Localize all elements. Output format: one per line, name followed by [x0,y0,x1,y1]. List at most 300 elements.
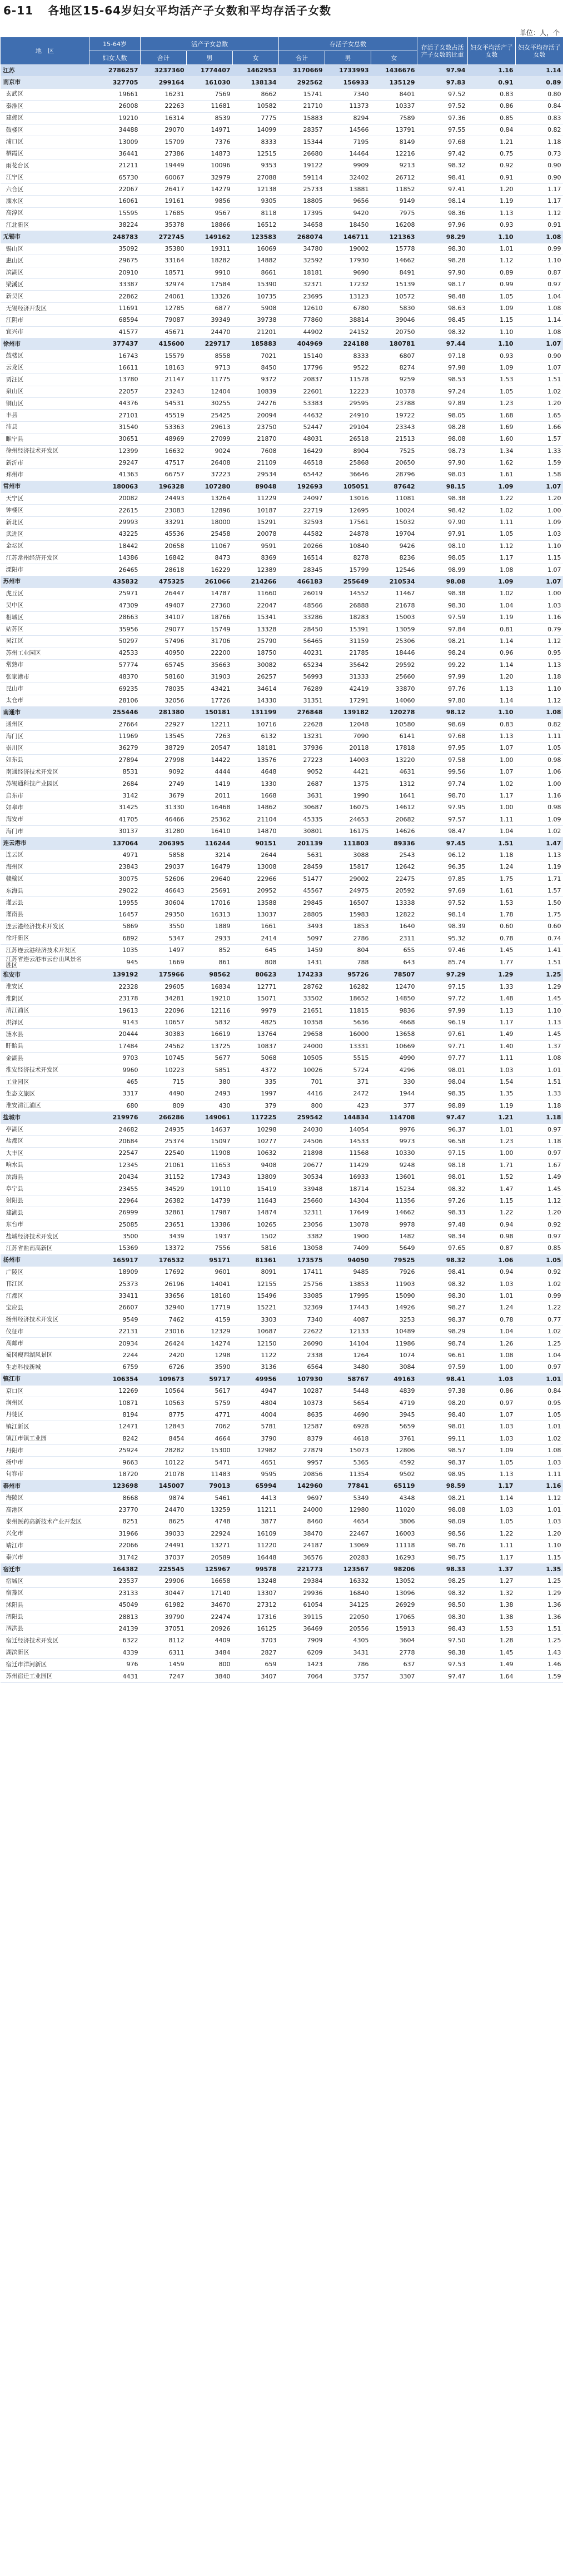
table-cell: 1.20 [516,1528,563,1539]
table-cell: 5724 [325,1064,371,1076]
table-cell: 1.09 [468,302,516,314]
region-name: 宿城区 [1,1576,89,1587]
table-cell: 98.45 [417,315,468,326]
table-cell: 23133 [89,1587,141,1599]
table-cell: 11211 [233,1504,279,1516]
region-name: 江宁区 [1,172,89,183]
table-cell: 1.08 [516,1444,563,1456]
table-cell: 15741 [279,88,325,100]
table-cell: 39115 [279,1611,325,1623]
table-cell: 149061 [187,1112,233,1123]
table-cell: 13069 [325,1540,371,1552]
table-cell: 9522 [325,362,371,373]
table-row [1,101,563,112]
table-cell: 40231 [279,647,325,659]
table-cell: 97.68 [417,730,468,742]
table-cell: 24097 [279,493,325,505]
table-cell: 9248 [371,1159,417,1171]
table-cell: 475325 [141,576,187,587]
table-cell: 4339 [89,1647,141,1658]
table-cell: 1.68 [468,410,516,421]
table-cell: 192693 [279,481,325,492]
table-number: 6-11 [3,4,34,17]
table-cell: 1774407 [187,65,233,77]
table-cell: 97.68 [417,136,468,148]
table-cell: 21513 [371,434,417,445]
table-cell: 255446 [89,707,141,719]
table-row [1,1492,563,1504]
table-cell: 3084 [371,1362,417,1373]
table-row [1,1112,563,1123]
table-cell: 24910 [325,410,371,421]
table-cell: 29658 [279,1029,325,1040]
table-cell: 5471 [187,1457,233,1468]
table-cell: 6322 [89,1635,141,1647]
table-cell: 26888 [325,600,371,611]
table-cell: 1733993 [325,65,371,77]
region-name: 泗阳县 [1,1611,89,1623]
table-cell: 13331 [325,1040,371,1052]
table-cell: 20434 [89,1171,141,1183]
table-cell: 21870 [233,434,279,445]
table-cell: 0.99 [516,1290,563,1302]
table-cell: 68594 [89,315,141,326]
table-cell: 1.17 [468,1481,516,1492]
table-cell: 1.02 [516,1433,563,1444]
table-cell: 800 [187,1658,233,1670]
table-cell: 26447 [141,588,187,600]
table-cell: 4087 [325,1314,371,1326]
table-cell: 22057 [89,386,141,397]
table-row [1,1647,563,1658]
table-cell: 1.41 [516,944,563,956]
region-name: 滨海县 [1,1171,89,1183]
table-cell: 12785 [141,302,187,314]
table-cell: 16658 [187,1576,233,1587]
table-cell: 8379 [279,1433,325,1444]
table-cell: 15032 [371,516,417,528]
region-name: 锡山区 [1,243,89,255]
table-cell: 261066 [187,576,233,587]
table-cell: 32940 [141,1302,187,1314]
table-cell: 255649 [325,576,371,587]
table-cell: 1.52 [468,1171,516,1183]
table-cell: 23651 [141,1219,187,1230]
header-live-male: 男 [187,51,233,65]
table-cell: 34281 [141,993,187,1005]
table-cell: 13271 [187,1540,233,1552]
region-name: 常州市 [1,481,89,492]
region-name: 金湖县 [1,1053,89,1064]
table-cell: 9713 [187,362,233,373]
table-cell: 47517 [141,457,187,469]
table-row [1,481,563,492]
table-cell: 1.03 [468,1373,516,1385]
table-cell: 27099 [187,434,233,445]
table-cell: 98.27 [417,1302,468,1314]
table-row [1,1243,563,1254]
table-cell: 1.33 [516,1088,563,1100]
table-cell: 54531 [141,397,187,409]
table-row [1,849,563,861]
table-cell: 16429 [279,445,325,457]
table-cell: 1.07 [468,1409,516,1421]
table-cell: 12822 [371,909,417,920]
table-cell: 29037 [141,861,187,873]
table-cell: 144834 [325,1112,371,1123]
table-cell: 98.35 [417,1088,468,1100]
table-row [1,1373,563,1385]
table-cell: 1.17 [468,1552,516,1563]
table-cell: 1497 [141,944,187,956]
table-cell: 79525 [371,1254,417,1266]
table-cell: 98.21 [417,635,468,647]
table-cell: 165917 [89,1254,141,1266]
table-cell: 15496 [233,1290,279,1302]
region-name: 高淳区 [1,207,89,219]
table-cell: 224188 [325,338,371,350]
table-cell: 8539 [187,112,233,124]
region-name: 南京市 [1,77,89,88]
region-name: 姑苏区 [1,624,89,635]
table-cell: 13059 [371,624,417,635]
table-cell: 33656 [141,1290,187,1302]
table-cell: 2786 [325,933,371,944]
table-cell: 16842 [141,552,187,564]
table-cell: 0.84 [516,101,563,112]
table-cell: 25425 [187,410,233,421]
table-row [1,220,563,231]
table-cell: 97.48 [417,1219,468,1230]
table-cell: 19122 [279,160,325,172]
table-cell: 1.12 [516,635,563,647]
table-cell: 24493 [141,493,187,505]
table-row [1,196,563,207]
table-cell: 10026 [279,1064,325,1076]
region-name: 盐都区 [1,1135,89,1147]
table-cell: 46466 [141,814,187,825]
table-cell: 22622 [279,1326,325,1338]
region-name: 江苏省连云港市云台山风景名胜区 [1,956,89,969]
table-cell: 98.01 [417,1171,468,1183]
table-cell: 25373 [89,1278,141,1290]
table-cell: 59717 [187,1373,233,1385]
table-cell: 3840 [187,1671,233,1682]
table-cell: 76289 [279,683,325,695]
table-cell: 35642 [325,659,371,671]
table-cell: 14739 [187,1195,233,1207]
table-cell: 1.14 [516,315,563,326]
table-cell: 26607 [89,1302,141,1314]
region-name: 海安市 [1,814,89,825]
table-cell: 1937 [187,1230,233,1242]
table-cell: 1.18 [516,1100,563,1112]
table-cell: 97.18 [417,350,468,362]
table-cell: 1.00 [468,1148,516,1159]
table-cell: 42419 [325,683,371,695]
table-cell: 18160 [187,1290,233,1302]
table-cell: 1.19 [516,861,563,873]
table-row [1,695,563,706]
table-row [1,1064,563,1076]
table-cell: 1.47 [468,1183,516,1195]
table-cell: 15391 [325,624,371,635]
table-cell: 26382 [141,1195,187,1207]
table-cell: 25756 [279,1278,325,1290]
region-name: 新北区 [1,516,89,528]
table-cell: 0.78 [468,1314,516,1326]
table-cell: 24276 [233,397,279,409]
table-cell: 13096 [371,1587,417,1599]
table-cell: 35092 [89,243,141,255]
table-cell: 20684 [89,1135,141,1147]
table-row [1,1171,563,1183]
table-cell: 37223 [187,469,233,481]
table-cell: 4592 [371,1457,417,1468]
table-cell: 16061 [89,196,141,207]
table-cell: 98.01 [417,1064,468,1076]
table-cell: 13545 [141,730,187,742]
table-cell: 12133 [325,1326,371,1338]
table-cell: 49163 [371,1373,417,1385]
header-live-births: 活产子女总数 [141,37,279,51]
table-cell: 17930 [325,255,371,267]
table-cell: 1.49 [516,1171,563,1183]
table-cell: 0.90 [516,172,563,183]
table-cell: 11660 [233,588,279,600]
table-cell: 16743 [89,350,141,362]
table-cell: 33387 [89,279,141,291]
table-cell: 435832 [89,576,141,587]
table-cell: 13231 [279,730,325,742]
table-cell: 1.43 [516,1647,563,1658]
table-cell: 16834 [187,981,233,993]
table-cell: 15221 [233,1302,279,1314]
table-cell: 98.14 [417,909,468,920]
table-cell: 12116 [187,1005,233,1017]
table-cell: 40950 [141,647,187,659]
table-row [1,969,563,981]
table-cell: 14971 [187,124,233,136]
table-cell: 6726 [141,1362,187,1373]
table-cell: 266286 [141,1112,187,1123]
table-cell: 45536 [141,529,187,540]
table-cell: 24878 [325,529,371,540]
table-cell: 9052 [279,766,325,778]
table-cell: 1.10 [516,1005,563,1017]
table-cell: 2244 [89,1349,141,1361]
region-name: 武进区 [1,529,89,540]
table-cell: 9149 [371,196,417,207]
region-name: 宿迁市洋河新区 [1,1658,89,1670]
table-cell: 13853 [325,1278,371,1290]
region-name: 丹徒区 [1,1409,89,1421]
table-cell: 6780 [325,302,371,314]
table-cell: 2493 [187,1088,233,1100]
table-cell: 1.03 [516,600,563,611]
table-cell: 1.25 [516,969,563,981]
region-name: 湖滨新区 [1,1647,89,1658]
table-cell: 12471 [89,1421,141,1433]
table-cell: 1.35 [468,1088,516,1100]
table-cell: 330 [371,1076,417,1088]
table-cell: 25790 [233,635,279,647]
table-cell: 6759 [89,1362,141,1373]
table-cell: 15595 [89,207,141,219]
table-row [1,493,563,505]
table-cell: 56465 [279,635,325,647]
table-cell: 1.05 [468,529,516,540]
table-cell: 8450 [233,362,279,373]
table-cell: 8661 [233,267,279,278]
table-cell: 0.60 [468,921,516,933]
table-cell: 9567 [187,207,233,219]
table-cell: 13307 [233,1587,279,1599]
table-cell: 98.09 [417,1516,468,1528]
region-name: 扬州经济技术开发区 [1,1314,89,1326]
table-cell: 45335 [279,814,325,825]
table-cell: 1.14 [468,659,516,671]
table-row [1,1504,563,1516]
table-cell: 39033 [141,1528,187,1539]
table-cell: 15234 [371,1183,417,1195]
table-cell: 28663 [89,611,141,623]
table-cell: 5869 [89,921,141,933]
table-row [1,457,563,469]
table-cell: 1.24 [468,1302,516,1314]
table-cell: 6564 [279,1362,325,1373]
region-name: 邗江区 [1,1278,89,1290]
region-name: 阜宁县 [1,1183,89,1195]
table-cell: 0.60 [516,921,563,933]
table-cell: 327705 [89,77,141,88]
table-cell: 18571 [141,267,187,278]
table-cell: 22067 [89,183,141,195]
table-cell: 97.53 [417,1658,468,1670]
table-cell: 31706 [187,635,233,647]
table-cell: 1.18 [516,136,563,148]
table-cell: 2827 [233,1647,279,1658]
table-cell: 13264 [187,493,233,505]
table-cell: 3761 [371,1433,417,1444]
table-cell: 18181 [233,743,279,754]
table-cell: 22328 [89,981,141,993]
table-cell: 20658 [141,540,187,552]
table-cell: 8454 [141,1433,187,1444]
table-cell: 1.07 [516,362,563,373]
table-cell: 98.38 [417,493,468,505]
table-cell: 16231 [141,88,187,100]
table-cell: 21061 [141,1159,187,1171]
table-cell: 0.83 [468,719,516,730]
table-cell: 1.45 [516,993,563,1005]
table-cell: 1997 [233,1088,279,1100]
table-row [1,386,563,397]
table-cell: 60067 [141,172,187,183]
region-name: 苏州宿迁工业园区 [1,1671,89,1682]
table-cell: 1.28 [468,1635,516,1647]
table-cell: 1.13 [516,659,563,671]
table-cell: 97.52 [417,88,468,100]
table-cell: 1.32 [468,1587,516,1599]
table-cell: 7064 [279,1671,325,1682]
region-name: 句容市 [1,1468,89,1480]
table-row [1,315,563,326]
table-cell: 13338 [371,897,417,909]
table-row [1,861,563,873]
region-name: 东海县 [1,885,89,896]
table-cell: 34488 [89,124,141,136]
table-cell: 1.78 [468,909,516,920]
table-cell: 2687 [279,778,325,790]
table-cell: 1.60 [468,434,516,445]
table-cell: 8294 [325,112,371,124]
table-cell: 10657 [141,1017,187,1028]
table-cell: 0.91 [516,220,563,231]
table-cell: 0.91 [468,172,516,183]
table-cell: 98.32 [417,1254,468,1266]
table-cell: 16611 [89,362,141,373]
region-name: 贾汪区 [1,374,89,386]
table-cell: 9305 [233,196,279,207]
table-cell: 229717 [187,338,233,350]
table-row [1,183,563,195]
table-cell: 22047 [233,600,279,611]
table-cell: 15913 [371,1623,417,1635]
table-cell: 12806 [371,1444,417,1456]
table-cell: 98.24 [417,647,468,659]
table-cell: 30534 [279,1171,325,1183]
table-cell: 12211 [187,719,233,730]
table-cell: 30075 [89,873,141,885]
table-cell: 12155 [233,1278,279,1290]
region-name: 六合区 [1,183,89,195]
table-cell: 139182 [325,707,371,719]
region-name: 相城区 [1,611,89,623]
table-cell: 45049 [89,1600,141,1611]
unit-label: 单位：人，个 [519,29,560,37]
table-cell: 5636 [325,1017,371,1028]
table-cell: 111803 [325,838,371,849]
table-cell: 17395 [279,207,325,219]
table-cell: 24000 [279,1040,325,1052]
table-cell: 1.14 [468,695,516,706]
table-cell: 28450 [279,624,325,635]
table-cell: 1.49 [468,1658,516,1670]
region-name: 苏锡通科技产业园区 [1,778,89,790]
table-cell: 1.18 [516,1135,563,1147]
table-cell: 10378 [371,386,417,397]
table-cell: 2778 [371,1647,417,1658]
table-cell: 196328 [141,481,187,492]
table-body [1,65,563,1683]
table-cell: 51477 [279,873,325,885]
table-cell: 465 [89,1076,141,1088]
table-cell: 1.45 [468,944,516,956]
table-cell: 29993 [89,516,141,528]
table-cell: 98.08 [417,1504,468,1516]
table-cell: 11373 [325,101,371,112]
region-name: 无锡经济开发区 [1,302,89,314]
table-cell: 2011 [187,790,233,801]
table-cell: 31280 [141,826,187,838]
table-cell: 149162 [187,231,233,243]
table-cell: 14422 [187,754,233,766]
table-cell: 15983 [325,909,371,920]
table-cell: 81361 [233,1254,279,1266]
table-cell: 0.78 [468,933,516,944]
table-cell: 1.25 [516,1338,563,1349]
